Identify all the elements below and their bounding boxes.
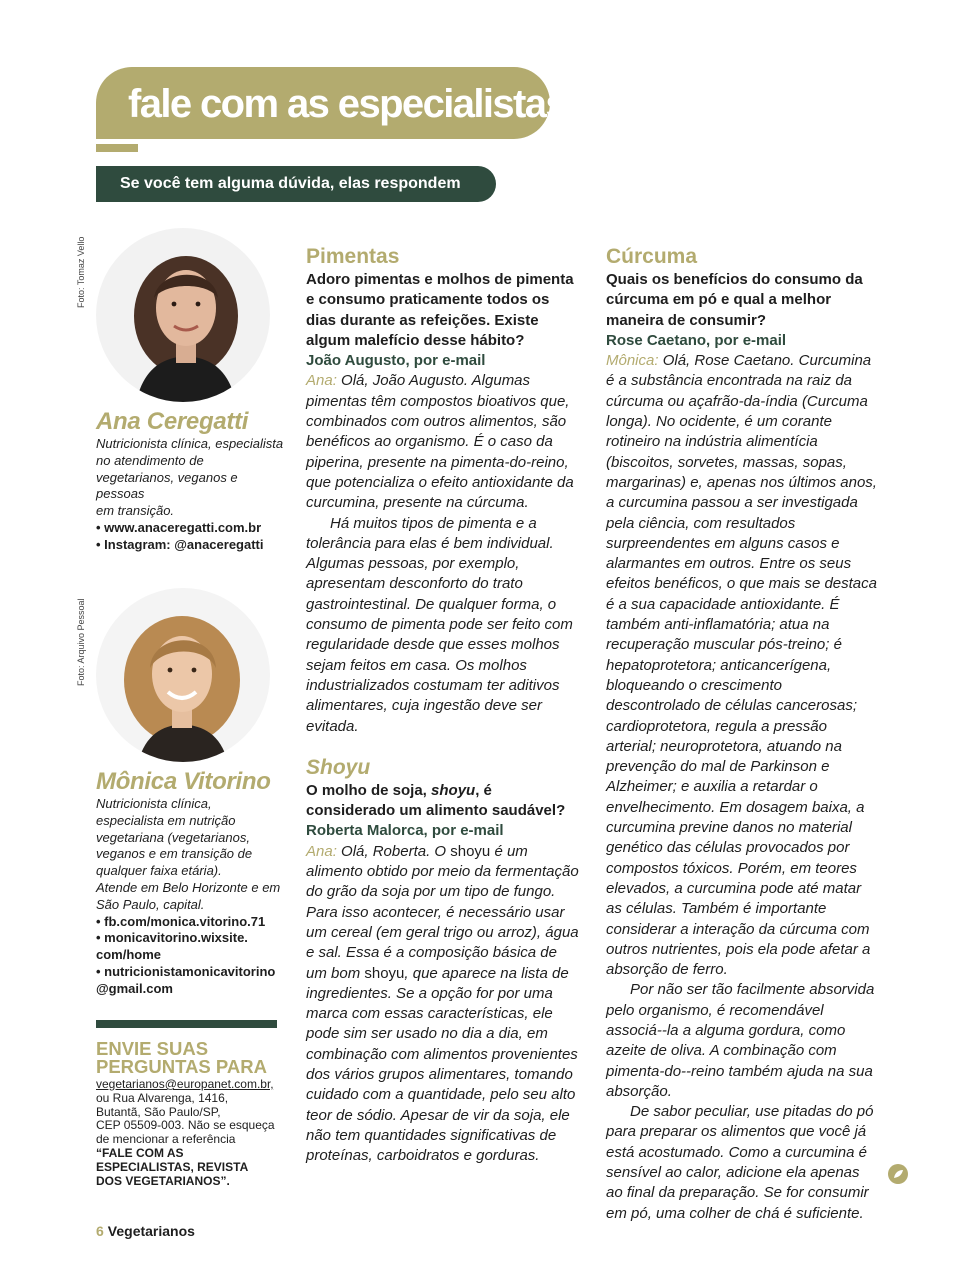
- answer-pimentas: [306, 371, 581, 736]
- leaf-end-icon: [888, 1164, 908, 1184]
- question-curcuma: Quais os benefícios do consumo da cúrcuma em pó e qual a melhor maneira de consumir?: [606, 271, 863, 329]
- answer-curcuma: [606, 351, 878, 1224]
- send-details: [96, 1078, 286, 1188]
- instagram-link[interactable]: • Instagram: @anaceregatti: [96, 536, 264, 552]
- specialist-name: Ana Ceregatti: [96, 408, 249, 435]
- asker-shoyu: Roberta Malorca, por e-mail: [306, 822, 504, 840]
- contact-email-link[interactable]: vegetarianos@europanet.com.br,: [96, 1077, 274, 1091]
- address-line: CEP 05509-003. Não se esqueça: [96, 1118, 275, 1133]
- website-link[interactable]: • monicavitorino.wixsite.: [96, 930, 248, 946]
- address-line: Butantã, São Paulo/SP,: [96, 1104, 221, 1119]
- avatar-ana-ceregatti: [96, 228, 270, 402]
- answer-paragraph: Por não ser tão facilmente absorvida pelo organismo, é recomendável associá--la a alguma gordura, como azeite de oliva. A combinação com pimenta-do--reino também ajuda na sua absorção.: [606, 981, 875, 1100]
- description-line: em transição.: [96, 503, 175, 519]
- section-title-curcuma: Cúrcuma: [606, 245, 698, 268]
- address-line: ou Rua Alvarenga, 1416,: [96, 1090, 229, 1105]
- asker-pimentas: João Augusto, por e-mail: [306, 352, 486, 370]
- answer-paragraph: Há muitos tipos de pimenta e a tolerância para elas é bem individual. Algumas pessoas, por exemplo, apresentam desconforto do trato gastrointestinal. De qualquer forma, o consumo de pimenta pode ser feito com regularidade desde que esses molhos sejam feitos em casa. Os molhos industrializados costumam ter aditivos alimentares, cuja ingestão deve ser evitada.: [306, 514, 573, 735]
- page-footer: [96, 1223, 195, 1239]
- avatar-monica-vitorino: [96, 588, 270, 762]
- description-line: no atendimento de: [96, 452, 204, 468]
- page-subtitle: Se você tem alguma dúvida, elas respondem: [120, 175, 461, 192]
- answer-shoyu: Ana: Olá, Roberta. O shoyu é um alimento obtido por meio da fermentação do grão da soja por um tipo de fungo. Para isso acontecer, é necessário usar um cereal (em geral trigo ou arroz), água e sal. Essa é a composição básica de um bom shoyu, que aparece na lista de ingredientes. Se a opção for por uma marca com essas características, ele pode sim ser usado no dia a dia, em combinação com alimentos provenientes dos vários grupos alimentares, tomando cuidado com a quantidade, pelo seu alto teor de sódio. Apesar de vir da soja, ele não tem quantidades significativas de proteínas, carboidratos e gorduras.: [306, 842, 579, 1165]
- reference-line: DOS VEGETARIANOS”.: [96, 1173, 230, 1188]
- description-line: vegetarianos, veganos e pessoas: [96, 469, 238, 502]
- speaker-label: Ana:: [306, 372, 337, 390]
- email-link-cont[interactable]: @gmail.com: [96, 980, 173, 996]
- page-number: 6: [96, 1223, 104, 1239]
- column-right: [606, 244, 878, 1224]
- magazine-name: Vegetarianos: [107, 1223, 195, 1239]
- address-line: de mencionar a referência: [96, 1132, 236, 1147]
- asker-curcuma: Rose Caetano, por e-mail: [606, 331, 787, 349]
- email-link[interactable]: • nutricionistamonicavitorino: [96, 963, 276, 979]
- answer-paragraph: De sabor peculiar, use pitadas do pó para preparar os alimentos que você já está acostumado. Como a curcumina é sensível ao calor, adicione ela apenas ao final da preparação. Se for consumir em pó, uma colher de chá é suficiente.: [606, 1103, 874, 1222]
- question-pimentas: Adoro pimentas e molhos de pimenta e consumo praticamente todos os dias durante as refeições. Existe algum malefício desse hábito?: [306, 271, 574, 349]
- website-link-cont[interactable]: com/home: [96, 947, 162, 963]
- description-line: vegetariana (vegetarianos,: [96, 829, 250, 845]
- reference-line: ESPECIALISTAS, REVISTA: [96, 1159, 249, 1174]
- description-line: Nutricionista clínica, especialista: [96, 436, 284, 451]
- section-title-pimentas: Pimentas: [306, 245, 400, 268]
- send-divider: [96, 1020, 277, 1028]
- specialist-description: [96, 436, 286, 554]
- facebook-link[interactable]: • fb.com/monica.vitorino.71: [96, 913, 266, 929]
- description-line: qualquer faixa etária).: [96, 863, 222, 879]
- answer-paragraph: Olá, Rose Caetano. Curcumina é a substância encontrada na raiz da cúrcuma ou açafrão-da-índia (Curcuma longa). No ocidente, é um corante rotineiro na indústria alimentícia (biscoitos, sorvetes, massas, sopas, margarinas) e, apenas nos últimos anos, a curcumina passou a ser investigada pela ciência, com resultados surpreendentes em alguns casos e alarmantes em outros. Entre os seus efeitos benéficos, o que mais se destaca é a sua capacidade antioxidante. É também anti-inflamatória; atua na recuperação muscular pós-treino; é hepatoprotetora; anticancerígena, bloqueando o crescimento descontrolado de células cancerosas; cardioprotetora, regula a pressão arterial; neuroprotetora, atuando na prevenção do mal de Parkinson e Alzheimer; e auxilia a retardar o envelhecimento. Em dosagem baixa, a curcumina previne danos no material genético das células provocados por compostos tóxicos. Porém, em teores elevados, a curcumina pode até matar as células. Também é importante considerar a interação da cúrcuma com outros nutrientes, pois ela pode afetar a absorção de ferro.: [606, 352, 877, 979]
- send-title-line: ENVIE SUAS: [96, 1038, 209, 1059]
- title-accent-bar: [96, 144, 138, 152]
- reference-line: “FALE COM AS: [96, 1145, 184, 1160]
- specialist-description: [96, 796, 286, 998]
- speaker-label: Ana:: [306, 842, 337, 860]
- section-title-shoyu: Shoyu: [306, 755, 371, 779]
- answer-paragraph: Olá, João Augusto. Algumas pimentas têm compostos bioativos que, combinados com outros alimentos, são benéficos ao organismo. É o caso da piperina, presente na pimenta-do-reino, que potencializa o efeito antioxidante da curcumina, presente na cúrcuma.: [306, 372, 574, 512]
- description-line: especialista em nutrição: [96, 812, 236, 828]
- photo-credit: Foto: Arquivo Pessoal: [76, 598, 86, 686]
- photo-credit: Foto: Tomaz Vello: [76, 236, 86, 308]
- specialist-name: Mônica Vitorino: [96, 768, 271, 795]
- description-line: São Paulo, capital.: [96, 896, 205, 912]
- website-link[interactable]: • www.anaceregatti.com.br: [96, 519, 262, 535]
- question-shoyu: O molho de soja, shoyu, é considerado um alimento saudável?: [306, 781, 566, 820]
- send-questions-heading: [96, 1040, 286, 1076]
- description-line: Nutricionista clínica,: [96, 796, 212, 811]
- column-middle: [306, 244, 581, 1166]
- description-line: veganos e em transição de: [96, 846, 253, 862]
- speaker-label: Mônica:: [606, 352, 659, 370]
- page-title: fale com as especialistas: [128, 82, 567, 126]
- description-line: Atende em Belo Horizonte e em: [96, 879, 281, 895]
- send-title-line: PERGUNTAS PARA: [96, 1056, 267, 1077]
